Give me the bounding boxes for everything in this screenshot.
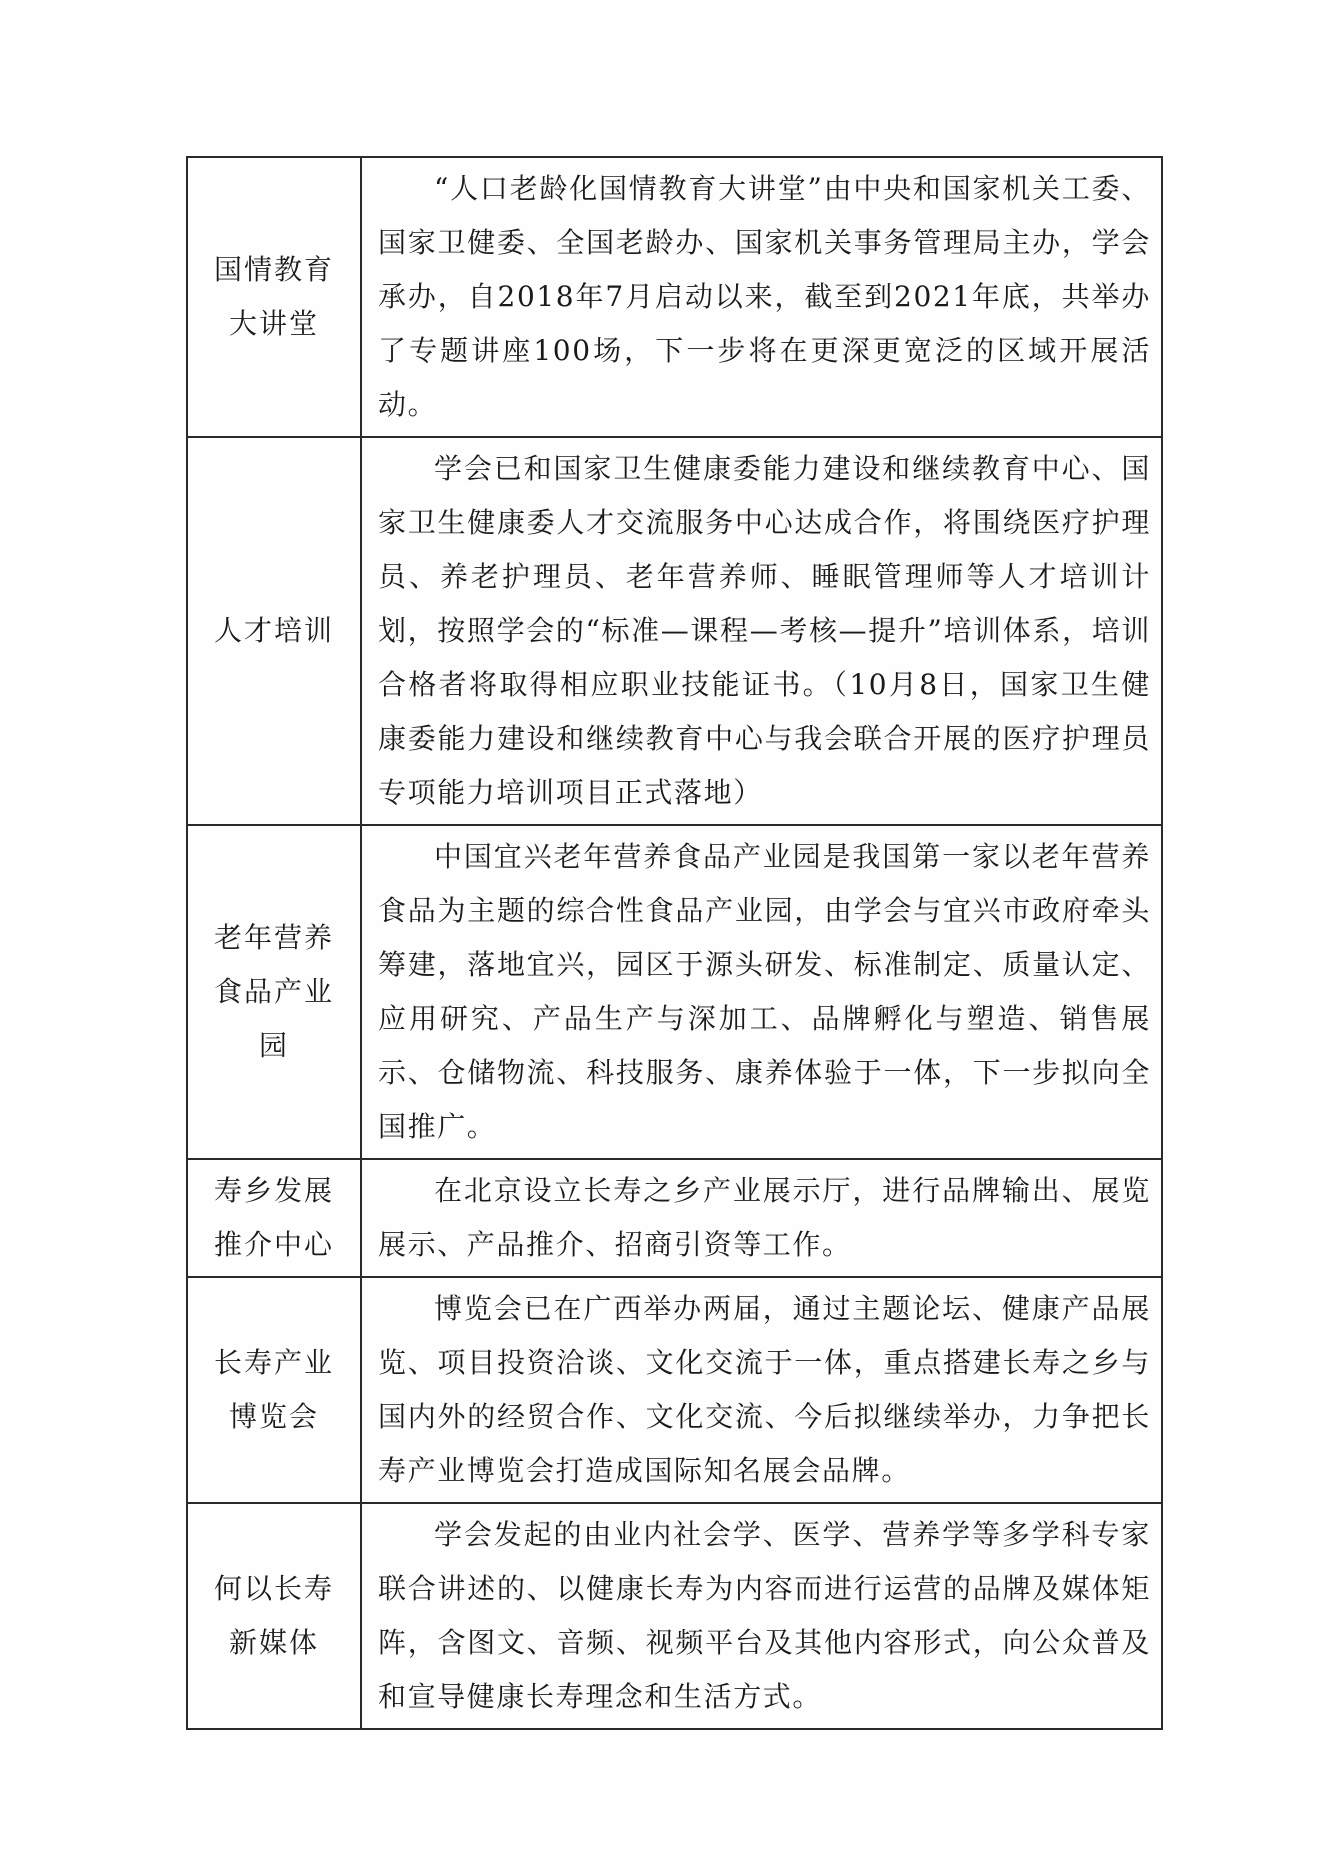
row-label: 寿乡发展推介中心	[187, 1159, 361, 1277]
table-row	[187, 437, 1162, 825]
row-label: 国情教育大讲堂	[187, 157, 361, 437]
row-content	[361, 1503, 1162, 1729]
table-row	[187, 1277, 1162, 1503]
table-row	[187, 1159, 1162, 1277]
table-row	[187, 1503, 1162, 1729]
row-content	[361, 1159, 1162, 1277]
row-label: 老年营养食品产业园	[187, 825, 361, 1159]
row-content	[361, 437, 1162, 825]
row-content-text: “人口老龄化国情教育大讲堂”由中央和国家机关工委、国家卫健委、全国老龄办、国家机关事务管理局主办，学会承办，自2018年7月启动以来，截至到2021年底，共举办了专题讲座100场，下一步将在更深更宽泛的区域开展活动。	[378, 172, 1151, 421]
row-label: 人才培训	[187, 437, 361, 825]
row-content-text: 学会已和国家卫生健康委能力建设和继续教育中心、国家卫生健康委人才交流服务中心达成合作，将围绕医疗护理员、养老护理员、老年营养师、睡眠管理师等人才培训计划，按照学会的“标准—课程—考核—提升”培训体系，培训合格者将取得相应职业技能证书。（10月8日，国家卫生健康委能力建设和继续教育中心与我会联合开展的医疗护理员专项能力培训项目正式落地）	[378, 452, 1151, 809]
row-content-text: 博览会已在广西举办两届，通过主题论坛、健康产品展览、项目投资洽谈、文化交流于一体，重点搭建长寿之乡与国内外的经贸合作、文化交流、今后拟继续举办，力争把长寿产业博览会打造成国际知名展会品牌。	[378, 1292, 1151, 1487]
table-row	[187, 157, 1162, 437]
project-table	[186, 156, 1163, 1730]
row-content	[361, 825, 1162, 1159]
row-content-text: 在北京设立长寿之乡产业展示厅，进行品牌输出、展览展示、产品推介、招商引资等工作。	[378, 1174, 1151, 1261]
row-content	[361, 157, 1162, 437]
row-label: 长寿产业博览会	[187, 1277, 361, 1503]
row-content	[361, 1277, 1162, 1503]
row-content-text: 中国宜兴老年营养食品产业园是我国第一家以老年营养食品为主题的综合性食品产业园，由学会与宜兴市政府牵头筹建，落地宜兴，园区于源头研发、标准制定、质量认定、应用研究、产品生产与深加工、品牌孵化与塑造、销售展示、仓储物流、科技服务、康养体验于一体，下一步拟向全国推广。	[378, 840, 1151, 1143]
table-row	[187, 825, 1162, 1159]
row-content-text: 学会发起的由业内社会学、医学、营养学等多学科专家联合讲述的、以健康长寿为内容而进行运营的品牌及媒体矩阵，含图文、音频、视频平台及其他内容形式，向公众普及和宣导健康长寿理念和生活方式。	[378, 1518, 1151, 1713]
row-label: 何以长寿新媒体	[187, 1503, 361, 1729]
